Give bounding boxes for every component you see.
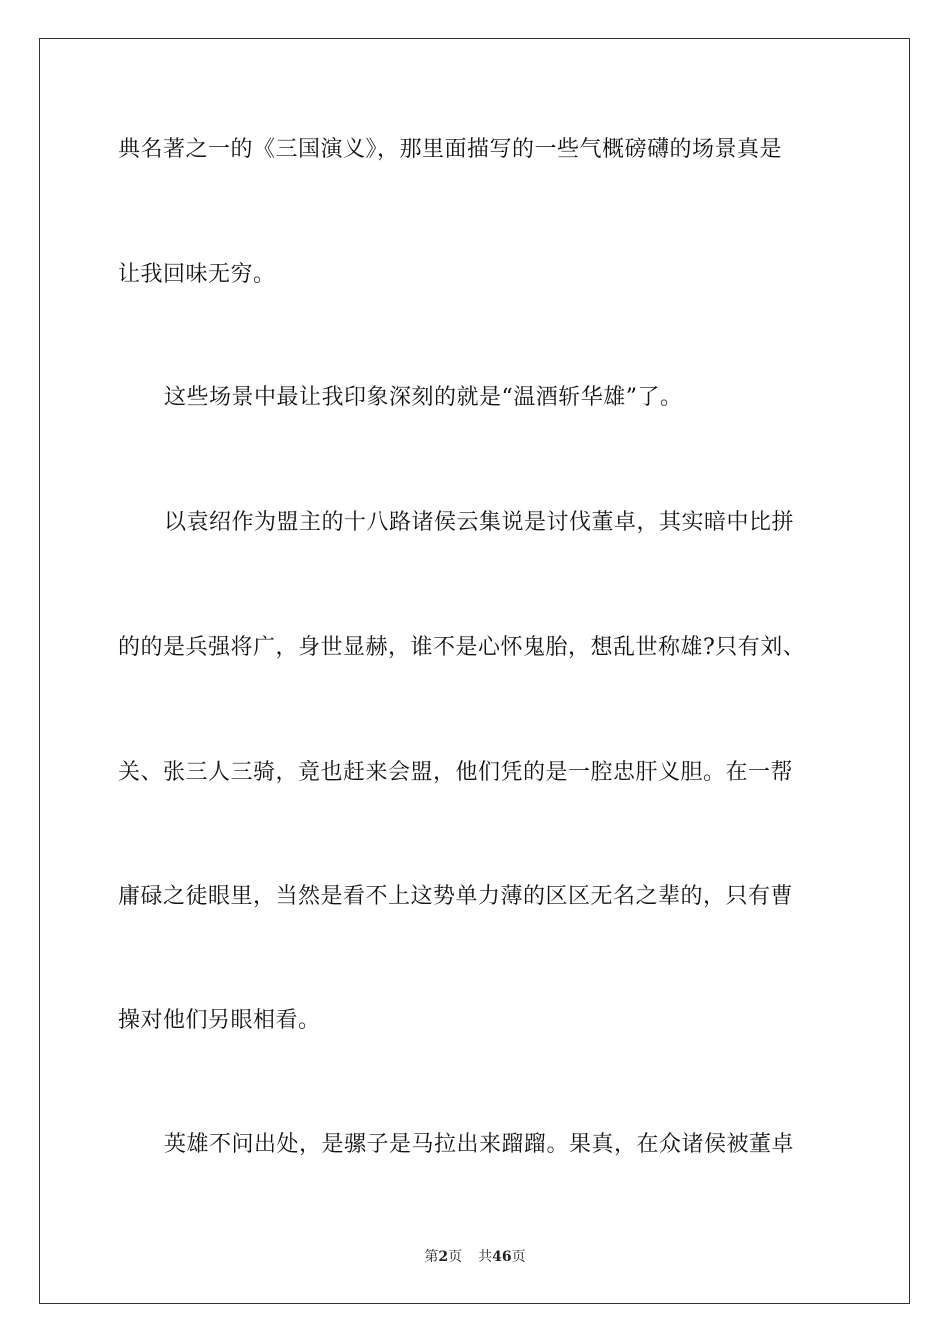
text-line: 关、张三人三骑，竟也赶来会盟，他们凭的是一腔忠肝义胆。在一帮 (118, 760, 794, 785)
total-label-prefix: 共 (478, 1249, 493, 1265)
page-label-prefix: 第 (424, 1249, 439, 1265)
text-line: 庸碌之徒眼里，当然是看不上这势单力薄的区区无名之辈的，只有曹 (118, 884, 794, 909)
page-number: 2 (438, 1249, 449, 1265)
paragraph-start-line: 以袁绍作为盟主的十八路诸侯云集说是讨伐董卓，其实暗中比拼 (164, 510, 795, 535)
paragraph-start-line: 英雄不问出处，是骡子是马拉出来蹓蹓。果真，在众诸侯被董卓 (164, 1132, 795, 1157)
page-border (39, 38, 910, 1304)
text-line: 的的是兵强将广，身世显赫，谁不是心怀鬼胎，想乱世称雄?只有刘、 (118, 635, 806, 660)
text-line: 让我回味无穷。 (118, 262, 276, 287)
total-pages: 46 (492, 1249, 512, 1265)
page-footer (0, 1248, 950, 1266)
paragraph-start-line: 这些场景中最让我印象深刻的就是“温酒斩华雄”了。 (164, 385, 683, 410)
text-line: 操对他们另眼相看。 (118, 1008, 321, 1033)
page-label-suffix: 页 (448, 1249, 463, 1265)
text-line: 典名著之一的《三国演义》，那里面描写的一些气概磅礴的场景真是 (118, 137, 783, 162)
total-label-suffix: 页 (511, 1249, 526, 1265)
